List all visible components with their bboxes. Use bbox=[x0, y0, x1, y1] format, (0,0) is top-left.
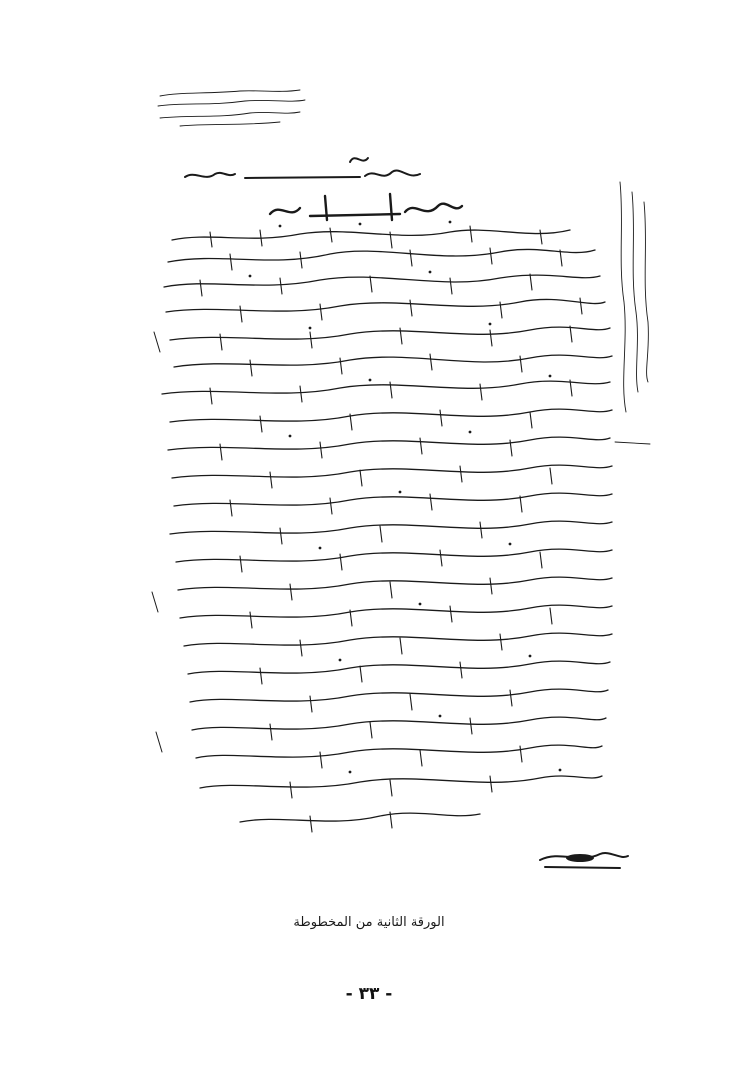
manuscript-dots bbox=[249, 221, 594, 862]
figure-caption: الورقة الثانية من المخطوطة bbox=[293, 915, 445, 930]
manuscript-scan bbox=[150, 82, 695, 882]
manuscript-body-text bbox=[162, 230, 612, 822]
marginal-note-left bbox=[152, 332, 162, 752]
page-number: - ٣٣ - bbox=[345, 984, 393, 1004]
marginal-note-top bbox=[158, 90, 305, 126]
marginal-note-right bbox=[615, 182, 650, 444]
title-line bbox=[270, 194, 462, 220]
basmala-line bbox=[185, 158, 420, 178]
manuscript-letter-strokes bbox=[200, 226, 582, 832]
manuscript-image bbox=[150, 82, 695, 882]
